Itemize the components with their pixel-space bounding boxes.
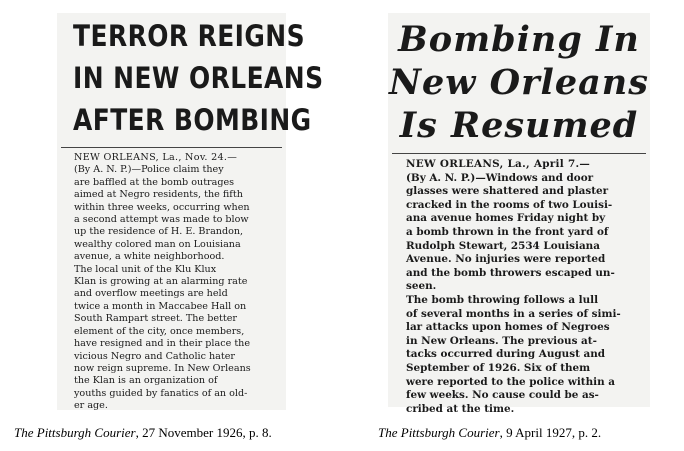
text-line: South Rampart street. The better xyxy=(74,313,237,325)
text-line: vicious Negro and Catholic hater xyxy=(74,350,236,362)
text-line: (By A. N. P.)—Windows and door xyxy=(406,171,594,184)
text-line: in New Orleans. The previous at- xyxy=(406,334,597,347)
headline-line: TERROR REIGNS xyxy=(73,19,306,53)
text-line: lar attacks upon homes of Negroes xyxy=(406,321,610,334)
text-line: have resigned and in their place the xyxy=(74,338,251,350)
text-line: NEW ORLEANS, La., April 7.— xyxy=(406,158,591,170)
text-line: are baffled at the bomb outrages xyxy=(74,176,235,188)
clipping-2-headline xyxy=(388,18,650,147)
text-line: were reported to the police within a xyxy=(406,375,615,388)
text-line: of several months in a series of simi- xyxy=(406,307,621,320)
caption-2 xyxy=(378,425,601,441)
text-line: youths guided by fanatics of an old- xyxy=(74,387,248,399)
caption-detail: , 27 November 1926, p. 8. xyxy=(135,425,272,440)
article-paragraph xyxy=(394,294,644,416)
caption-1 xyxy=(14,425,272,441)
headline-line: Is Resumed xyxy=(399,105,639,146)
headline-rule xyxy=(61,147,282,148)
headline-rule xyxy=(392,153,646,154)
text-line: now reign supreme. In New Orleans xyxy=(74,362,251,374)
caption-detail: , 9 April 1927, p. 2. xyxy=(499,425,602,440)
text-line: er age. xyxy=(74,400,108,412)
text-line: ana avenue homes Friday night by xyxy=(406,212,606,225)
clipping-1-headline xyxy=(73,15,324,141)
text-line: element of the city, once members, xyxy=(74,325,245,337)
text-line: cracked in the rooms of two Louisi- xyxy=(406,198,613,211)
text-line: The bomb throwing follows a lull xyxy=(406,293,599,306)
article-paragraph xyxy=(62,152,281,264)
text-line: a second attempt was made to blow xyxy=(74,214,249,226)
text-line: and the bomb throwers escaped un- xyxy=(406,266,615,279)
text-line: aimed at Negro residents, the fifth xyxy=(74,189,243,201)
text-line: avenue, a white neighborhood. xyxy=(74,251,225,263)
text-line: tacks occurred during August and xyxy=(406,348,606,361)
text-line: twice a month in Maccabee Hall on xyxy=(74,300,247,312)
text-line: a bomb thrown in the front yard of xyxy=(406,225,609,238)
headline-line: New Orleans xyxy=(389,62,649,103)
text-line: Klan is growing at an alarming rate xyxy=(74,276,248,288)
text-line: seen. xyxy=(406,280,437,293)
caption-source: The Pittsburgh Courier xyxy=(14,425,136,440)
text-line: glasses were shattered and plaster xyxy=(406,185,609,198)
text-line: The local unit of the Klu Klux xyxy=(74,263,217,275)
headline-line: Bombing In xyxy=(398,19,640,60)
text-line: and overflow meetings are held xyxy=(74,288,228,300)
text-line: cribed at the time. xyxy=(406,402,515,415)
text-line: wealthy colored man on Louisiana xyxy=(74,238,241,250)
article-paragraph xyxy=(394,158,644,294)
text-line: (By A. N. P.)—Police claim they xyxy=(74,164,224,176)
text-line: Avenue. No injuries were reported xyxy=(406,253,606,266)
text-line: Rudolph Stewart, 2534 Louisiana xyxy=(406,239,600,252)
newspaper-clipping-1 xyxy=(57,13,324,412)
text-line: NEW ORLEANS, La., Nov. 24.— xyxy=(74,152,238,163)
headline-line: IN NEW ORLEANS xyxy=(73,61,324,95)
caption-source: The Pittsburgh Courier xyxy=(378,425,500,440)
text-line: September of 1926. Six of them xyxy=(406,361,591,374)
article-paragraph xyxy=(62,264,281,413)
text-line: within three weeks, occurring when xyxy=(74,201,250,213)
newspaper-clipping-2 xyxy=(388,13,650,415)
clipping-2-body xyxy=(394,158,644,416)
text-line: up the residence of H. E. Brandon, xyxy=(74,226,244,238)
clipping-1-body xyxy=(62,152,281,413)
text-line: the Klan is an organization of xyxy=(74,375,218,387)
headline-line: AFTER BOMBING xyxy=(73,103,312,137)
text-line: few weeks. No cause could be as- xyxy=(406,389,599,402)
